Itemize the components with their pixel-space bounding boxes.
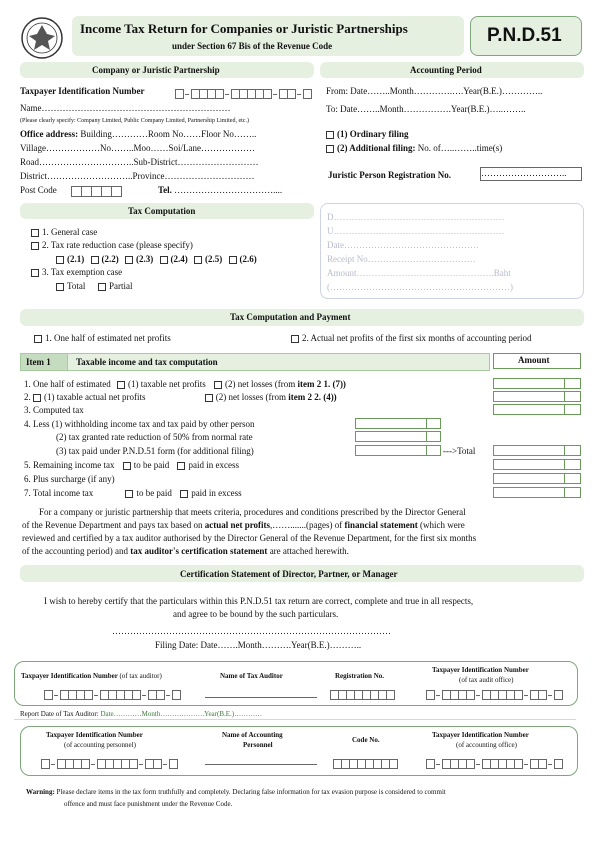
office-address-line: Building…………Room No……Floor No…….. bbox=[80, 129, 257, 139]
period-from[interactable]: From: Date……..Month………….….Year(B.E.)………….. bbox=[326, 86, 543, 96]
form-title: Income Tax Return for Companies or Juristic Partnerships bbox=[80, 21, 408, 36]
paragraph-line2 bbox=[22, 520, 465, 530]
filing-date[interactable]: Filing Date: Date…….Month……….Year(B.E.)……….. bbox=[155, 640, 362, 650]
receipt-paren: (……………………………………………………) bbox=[327, 282, 513, 292]
exemption-case-checkbox[interactable] bbox=[31, 269, 39, 277]
certification-line2: and agree to be bound by the such particulars. bbox=[173, 609, 339, 619]
half-estimated-checkbox[interactable] bbox=[34, 335, 42, 343]
rate-reduction-field[interactable] bbox=[355, 431, 441, 442]
exemption-total-option[interactable] bbox=[56, 281, 85, 291]
exemption-partial-option[interactable] bbox=[98, 281, 133, 291]
exemption-partial-label: Partial bbox=[109, 281, 133, 291]
receipt-no: Receipt No……………………………… bbox=[327, 254, 476, 264]
certification-title: Certification Statement of Director, Partner, or Manager bbox=[180, 569, 398, 579]
row1-loss-label: (2) net losses (from bbox=[224, 379, 296, 389]
additional-filing-label: (2) Additional filing: bbox=[337, 143, 416, 153]
accounting-office-tin-label: Taxpayer Identification Number bbox=[432, 731, 529, 739]
report-date-dots: Date…………Month……………….Year(B.E.)………… bbox=[100, 710, 263, 718]
to-total: --->Total bbox=[443, 446, 476, 456]
paragraph-line2a: of the Revenue Department and pays tax based on bbox=[22, 520, 203, 530]
sub-2-1-label: (2.1) bbox=[67, 254, 85, 264]
withholding-field[interactable] bbox=[355, 418, 441, 429]
receipt-amount: Amount……………………………………….Baht bbox=[327, 268, 511, 278]
auditor-name-label: Name of Tax Auditor bbox=[220, 672, 283, 680]
row1-text: 1. One half of estimated bbox=[24, 379, 111, 389]
paragraph-line4c: are attached herewith. bbox=[269, 546, 349, 556]
amount-field-1[interactable] bbox=[493, 378, 581, 389]
reduction-subcases bbox=[56, 254, 257, 264]
general-case-checkbox[interactable] bbox=[31, 229, 39, 237]
company-section-title: Company or Juristic Partnership bbox=[92, 65, 220, 75]
exemption-case-option[interactable] bbox=[31, 267, 122, 277]
juristic-reg-label: Juristic Person Registration No. bbox=[328, 170, 451, 180]
paragraph-line4a: of the accounting period) and bbox=[22, 546, 128, 556]
amount-field-2[interactable] bbox=[493, 391, 581, 402]
receipt-d: D………………………………………………… bbox=[327, 212, 505, 222]
paragraph-line4 bbox=[22, 546, 349, 556]
row7 bbox=[24, 488, 242, 498]
tax-payment-title: Tax Computation and Payment bbox=[230, 312, 351, 322]
name-line[interactable]: Name……………………………………………………… bbox=[20, 103, 231, 113]
ordinary-filing-checkbox[interactable] bbox=[326, 131, 334, 139]
row6: 6. Plus surcharge (if any) bbox=[24, 474, 115, 484]
paragraph-line1: For a company or juristic partnership that meets criteria, procedures and conditions prescribed by the Director General bbox=[39, 507, 466, 517]
sub-2-5-label: (2.5) bbox=[205, 254, 223, 264]
row2-loss-label: (2) net losses (from bbox=[215, 392, 286, 402]
additional-filing-option[interactable] bbox=[326, 143, 502, 153]
accounting-office-tin-field[interactable] bbox=[426, 755, 562, 773]
audit-office-tin-label: Taxpayer Identification Number bbox=[432, 666, 529, 674]
sub-2-1-checkbox[interactable] bbox=[56, 256, 64, 264]
row1-taxable-checkbox[interactable] bbox=[117, 381, 125, 389]
warning-text1: Please declare items in the tax form truthfully and completely. Declaring false information for tax evasion purpose is considered to commit bbox=[56, 788, 446, 796]
auditor-tin-title: Taxpayer Identification Number bbox=[21, 672, 118, 680]
amount-field-5[interactable] bbox=[493, 459, 581, 470]
reduction-case-label: 2. Tax rate reduction case (please specify) bbox=[42, 240, 193, 250]
amount-field-4[interactable] bbox=[493, 445, 581, 456]
row5-label: 5. Remaining income tax bbox=[24, 460, 115, 470]
warning-line1 bbox=[26, 788, 446, 796]
company-tin-field[interactable] bbox=[175, 85, 311, 103]
row7-excess-checkbox[interactable] bbox=[180, 490, 188, 498]
row5 bbox=[24, 460, 239, 470]
accountant-name-label: Name of Accounting bbox=[222, 731, 283, 739]
exemption-case-label: 3. Tax exemption case bbox=[42, 267, 123, 277]
auditor-reg-label: Registration No. bbox=[335, 672, 384, 680]
amount-field-3[interactable] bbox=[493, 404, 581, 415]
receipt-date: Date……………………………………… bbox=[327, 240, 479, 250]
exemption-total-checkbox[interactable] bbox=[56, 283, 64, 291]
revenue-seal-icon bbox=[20, 16, 64, 60]
actual-profits-label: 2. Actual net profits of the first six months of accounting period bbox=[302, 333, 532, 343]
tax-computation-title: Tax Computation bbox=[128, 206, 196, 216]
sub-2-3-checkbox[interactable] bbox=[125, 256, 133, 264]
receipt-u: U………………………………………………… bbox=[327, 226, 505, 236]
general-case-label: 1. General case bbox=[42, 227, 98, 237]
sub-2-6-label: (2.6) bbox=[239, 254, 257, 264]
row1-loss-ref: item 2 1. (7)) bbox=[297, 379, 346, 389]
amount-header: Amount bbox=[518, 355, 550, 365]
sub-2-5-checkbox[interactable] bbox=[194, 256, 202, 264]
office-address-label: Office address: bbox=[20, 129, 79, 139]
audit-office-tin-sub: (of tax audit office) bbox=[459, 676, 514, 684]
half-estimated-label: 1. One half of estimated net profits bbox=[45, 333, 171, 343]
audit-office-tin-field[interactable] bbox=[426, 686, 562, 704]
certification-line1: I wish to hereby certify that the particulars within this P.N.D.51 tax return are correct, complete and true in all respects, bbox=[44, 596, 474, 606]
sub-2-4-checkbox[interactable] bbox=[160, 256, 168, 264]
row2-taxable-label: (1) taxable actual net profits bbox=[44, 392, 146, 402]
name-note: (Please clearly specify: Company Limited, Public Company Limited, Partnership Limited, etc.) bbox=[20, 118, 249, 124]
row4-3: (3) tax paid under P.N.D.51 form (for additional filing) bbox=[56, 446, 254, 456]
paragraph-line2c: ,…….......(pages) of bbox=[270, 520, 343, 530]
ordinary-filing-label: (1) Ordinary filing bbox=[337, 129, 409, 139]
row5-excess-label: paid in excess bbox=[188, 460, 239, 470]
accountant-code-field[interactable] bbox=[333, 755, 397, 773]
accountant-tin-field[interactable] bbox=[41, 755, 177, 773]
amount-field-6[interactable] bbox=[493, 473, 581, 484]
accountant-name-line[interactable] bbox=[205, 764, 317, 765]
row7-label: 7. Total income tax bbox=[24, 488, 94, 498]
juristic-reg-field[interactable]: ……………………….. bbox=[480, 167, 582, 181]
row2-number: 2. bbox=[24, 392, 31, 402]
sub-2-6-checkbox[interactable] bbox=[229, 256, 237, 264]
row2-loss-checkbox[interactable] bbox=[205, 394, 213, 402]
actual-profits-option[interactable] bbox=[291, 333, 531, 343]
paragraph-line4b: tax auditor's certification statement bbox=[130, 546, 268, 556]
exemption-total-label: Total bbox=[67, 281, 86, 291]
row2 bbox=[24, 392, 337, 402]
auditor-tin-field[interactable] bbox=[44, 686, 180, 704]
accounting-office-tin-sub: (of accounting office) bbox=[456, 741, 517, 749]
accountant-name-label2: Personnel bbox=[243, 741, 273, 749]
half-estimated-option[interactable] bbox=[34, 333, 171, 343]
sub-2-3-label: (2.3) bbox=[136, 254, 154, 264]
report-date-divider bbox=[14, 719, 576, 720]
reduction-case-checkbox[interactable] bbox=[31, 242, 39, 250]
row1-taxable-label: (1) taxable net profits bbox=[127, 379, 206, 389]
warning-label: Warning: bbox=[26, 788, 55, 796]
signature-line[interactable]: ………………………………………………………………………………… bbox=[112, 626, 391, 636]
row7-excess-label: paid in excess bbox=[191, 488, 242, 498]
row4-2: (2) tax granted rate reduction of 50% from normal rate bbox=[56, 432, 253, 442]
reduction-case-option[interactable] bbox=[31, 240, 193, 250]
row2-taxable-checkbox[interactable] bbox=[33, 394, 41, 402]
district-line[interactable]: District………………………..Province………………………… bbox=[20, 171, 255, 181]
warning-line2: offence and must face punishment under the Revenue Code. bbox=[64, 800, 233, 808]
road-line[interactable]: Road…………………………..Sub-District……………………… bbox=[20, 157, 259, 167]
actual-profits-checkbox[interactable] bbox=[291, 335, 299, 343]
period-section-title: Accounting Period bbox=[410, 65, 482, 75]
accountant-tin-label: Taxpayer Identification Number bbox=[46, 731, 143, 739]
row2-loss-ref: item 2 2. (4)) bbox=[288, 392, 337, 402]
postcode-field[interactable] bbox=[71, 182, 121, 200]
auditor-reg-field[interactable] bbox=[330, 686, 394, 704]
general-case-option[interactable] bbox=[31, 227, 97, 237]
item1-title: Taxable income and tax computation bbox=[76, 357, 218, 367]
tel-row[interactable] bbox=[158, 185, 282, 195]
row5-excess-checkbox[interactable] bbox=[177, 462, 185, 470]
sub-2-2-checkbox[interactable] bbox=[91, 256, 99, 264]
accountant-code-label: Code No. bbox=[352, 736, 380, 744]
paragraph-line2b: actual net profits bbox=[204, 520, 271, 530]
report-date-label: Report Date of Tax Auditor: bbox=[20, 710, 99, 718]
amount-field-7[interactable] bbox=[493, 487, 581, 498]
paragraph-line2e: (which were bbox=[420, 520, 465, 530]
row4: 4. Less (1) withholding income tax and tax paid by other person bbox=[24, 419, 255, 429]
form-subtitle: under Section 67 Bis of the Revenue Code bbox=[172, 41, 333, 51]
exemption-partial-checkbox[interactable] bbox=[98, 283, 106, 291]
additional-filing-times: No. of…..……..time(s) bbox=[417, 143, 503, 153]
tin-label: Taxpayer Identification Number bbox=[20, 86, 145, 96]
row5-to-pay-label: to be paid bbox=[133, 460, 170, 470]
row1-loss-checkbox[interactable] bbox=[214, 381, 222, 389]
auditor-name-line[interactable] bbox=[205, 697, 317, 698]
row5-to-pay-checkbox[interactable] bbox=[123, 462, 131, 470]
row1 bbox=[24, 379, 346, 389]
auditor-tin-label bbox=[21, 672, 162, 680]
row7-to-pay-checkbox[interactable] bbox=[125, 490, 133, 498]
sub-2-2-label: (2.2) bbox=[101, 254, 119, 264]
tel-dots: …………………………….... bbox=[174, 185, 283, 195]
form-code: P.N.D.51 bbox=[487, 25, 562, 46]
ordinary-filing-option[interactable] bbox=[326, 129, 409, 139]
pnd51-paid-field[interactable] bbox=[355, 445, 441, 456]
period-to[interactable]: To: Date……..Month…………….Year(B.E.)…..…….. bbox=[326, 104, 526, 114]
accountant-tin-sub: (of accounting personnel) bbox=[64, 741, 136, 749]
additional-filing-checkbox[interactable] bbox=[326, 145, 334, 153]
office-address-row[interactable] bbox=[20, 129, 256, 139]
auditor-tin-sub: (of tax auditor) bbox=[119, 672, 162, 680]
paragraph-line2d: financial statement bbox=[344, 520, 418, 530]
sub-2-4-label: (2.4) bbox=[170, 254, 188, 264]
item1-label: Item 1 bbox=[26, 357, 51, 367]
village-line[interactable]: Village………………No……..Moo……Soi/Lane……………… bbox=[20, 143, 255, 153]
tel-label: Tel. bbox=[158, 185, 172, 195]
row3: 3. Computed tax bbox=[24, 405, 84, 415]
row7-to-pay-label: to be paid bbox=[136, 488, 172, 498]
paragraph-line3: reviewed and certified by a tax auditor authorised by the Director General of the Revenue Department, for the first six months bbox=[22, 533, 477, 543]
postcode-label: Post Code bbox=[20, 185, 57, 195]
auditor-report-date[interactable] bbox=[20, 710, 262, 718]
